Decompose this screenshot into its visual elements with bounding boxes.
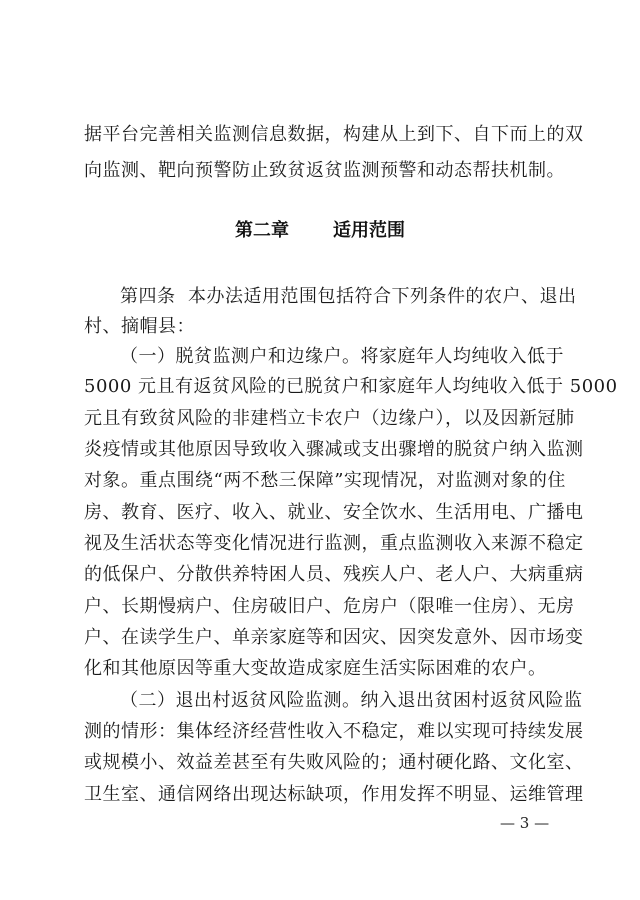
item-1-line: 化和其他原因等重大变故造成家庭生活实际困难的农户。 (84, 658, 547, 679)
item-1-line: 5000 元且有返贫风险的已脱贫户和家庭年人均纯收入低于 5000 (84, 376, 618, 397)
item-1-line: 的低保户、分散供养特困人员、残疾人户、老人户、大病重病 (84, 564, 584, 585)
chapter-number: 第二章 (235, 220, 289, 241)
item-1-line: 炎疫情或其他原因导致收入骤减或支出骤增的脱贫户纳入监测 (84, 439, 584, 460)
item-2-line: （二）退出村返贫风险监测。纳入退出贫困村返贫风险监 (120, 690, 583, 711)
article-4-line-2: 村、摘帽县： (84, 316, 195, 337)
item-1-line: 视及生活状态等变化情况进行监测，重点监测收入来源不稳定 (84, 533, 584, 554)
item-1-line: 户、在读学生户、单亲家庭等和因灾、因突发意外、因市场变 (84, 627, 584, 648)
item-1-line: 对象。重点围绕“两不愁三保障”实现情况，对监测对象的住 (84, 470, 566, 491)
item-1-line: （一）脱贫监测户和边缘户。将家庭年人均纯收入低于 (120, 346, 564, 367)
intro-line-1: 据平台完善相关监测信息数据，构建从上到下、自下而上的双 (84, 124, 584, 145)
item-2-line: 卫生室、通信网络出现达标缺项，作用发挥不明显、运维管理 (84, 784, 584, 805)
chapter-heading (0, 220, 640, 242)
article-4-line-1 (120, 286, 577, 307)
article-4-text: 本办法适用范围包括符合下列条件的农户、退出 (187, 286, 577, 307)
item-1-line: 房、教育、医疗、收入、就业、安全饮水、生活用电、广播电 (84, 502, 584, 523)
intro-line-2: 向监测、靶向预警防止致贫返贫监测预警和动态帮扶机制。 (84, 160, 565, 181)
item-1-line: 元且有致贫风险的非建档立卡农户（边缘户），以及因新冠肺 (84, 408, 575, 429)
page-number: — 3 — (500, 814, 550, 832)
chapter-title: 适用范围 (333, 220, 405, 241)
item-2-line: 或规模小、效益差甚至有失败风险的；通村硬化路、文化室、 (84, 752, 584, 773)
item-1-line: 户、长期慢病户、住房破旧户、危房户（限唯一住房）、无房 (84, 596, 575, 617)
item-2-line: 测的情形：集体经济经营性收入不稳定，难以实现可持续发展 (84, 721, 584, 742)
article-4-label: 第四条 (120, 286, 176, 307)
